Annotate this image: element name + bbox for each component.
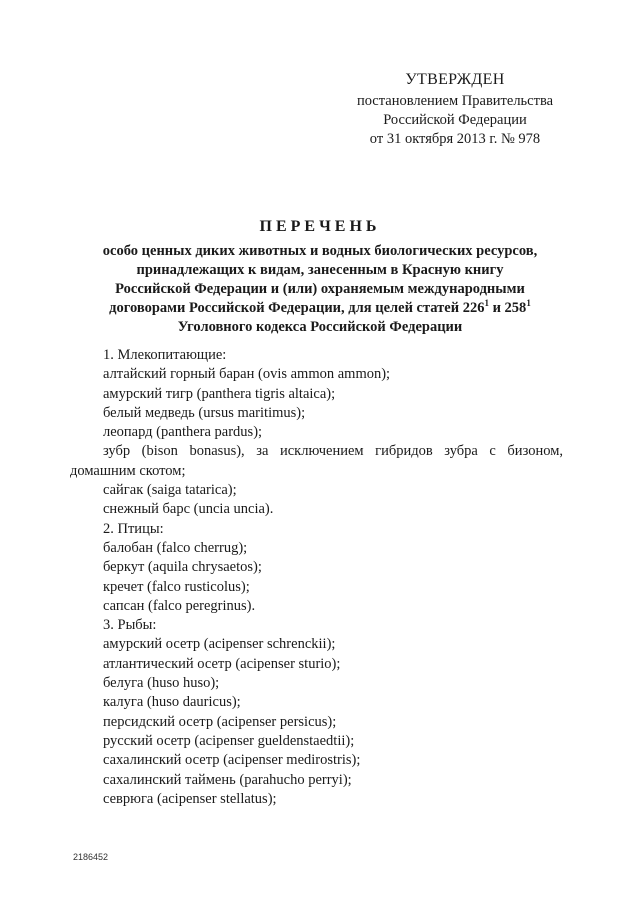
list-item: сахалинский осетр (acipenser medirostris); <box>103 752 361 769</box>
list-item: сахалинский таймень (parahucho perryi); <box>103 771 352 788</box>
title-line-4-middle: и 258 <box>488 300 527 316</box>
approval-stamp <box>330 70 580 149</box>
list-item: белуга (huso huso); <box>103 675 220 692</box>
list-item: леопард (panthera pardus); <box>103 424 263 441</box>
approval-line-2: Российской Федерации <box>383 112 527 128</box>
approval-heading: УТВЕРЖДЕН <box>405 71 505 88</box>
list-item: сайгак (saiga tatarica); <box>103 482 237 499</box>
list-item: кречет (falco rusticolus); <box>103 578 250 595</box>
section-heading-birds: 2. Птицы: <box>103 520 164 537</box>
list-item: амурский тигр (panthera tigris altaica); <box>103 385 336 402</box>
species-list <box>70 346 563 809</box>
superscript-1: 1 <box>484 298 489 309</box>
list-item: снежный барс (uncia uncia). <box>103 501 274 518</box>
title-line-4-text: договорами Российской Федерации, для целей статей 226 <box>109 300 485 316</box>
list-item: персидский осетр (acipenser persicus); <box>103 713 337 730</box>
document-number: 2186452 <box>73 852 109 862</box>
title-line-2: принадлежащих к видам, занесенным в Красную книгу <box>136 262 504 278</box>
title-line-5: Уголовного кодекса Российской Федерации <box>177 319 463 335</box>
list-item: калуга (huso dauricus); <box>103 694 241 711</box>
title-line-1: особо ценных диких животных и водных биологических ресурсов, <box>102 243 538 259</box>
section-heading-fish: 3. Рыбы: <box>103 617 157 634</box>
list-item: амурский осетр (acipenser schrenckii); <box>103 636 336 653</box>
approval-line-1: постановлением Правительства <box>356 93 554 109</box>
section-heading-mammals: 1. Млекопитающие: <box>103 347 227 363</box>
title-main: ПЕРЕЧЕНЬ <box>259 218 381 235</box>
list-item: алтайский горный баран (ovis ammon ammon); <box>103 366 391 383</box>
list-item: беркут (aquila chrysaetos); <box>103 559 262 576</box>
list-item: балобан (falco cherrug); <box>103 539 248 556</box>
superscript-2: 1 <box>526 298 531 309</box>
list-item: зубр (bison bonasus), за исключением гибридов зубра с бизоном, <box>103 443 563 460</box>
approval-line-3: от 31 октября 2013 г. № 978 <box>369 131 541 147</box>
title-line-3: Российской Федерации и (или) охраняемым международными <box>115 281 525 297</box>
list-item: русский осетр (acipenser gueldenstaedtii); <box>103 732 355 749</box>
list-item-continuation: домашним скотом; <box>70 462 186 479</box>
list-item: атлантический осетр (acipenser sturio); <box>103 655 341 672</box>
list-item: белый медведь (ursus maritimus); <box>103 404 306 421</box>
list-item: севрюга (acipenser stellatus); <box>103 790 277 807</box>
title-line-4 <box>70 299 570 318</box>
document-title <box>70 218 570 337</box>
list-item: сапсан (falco peregrinus). <box>103 597 256 614</box>
